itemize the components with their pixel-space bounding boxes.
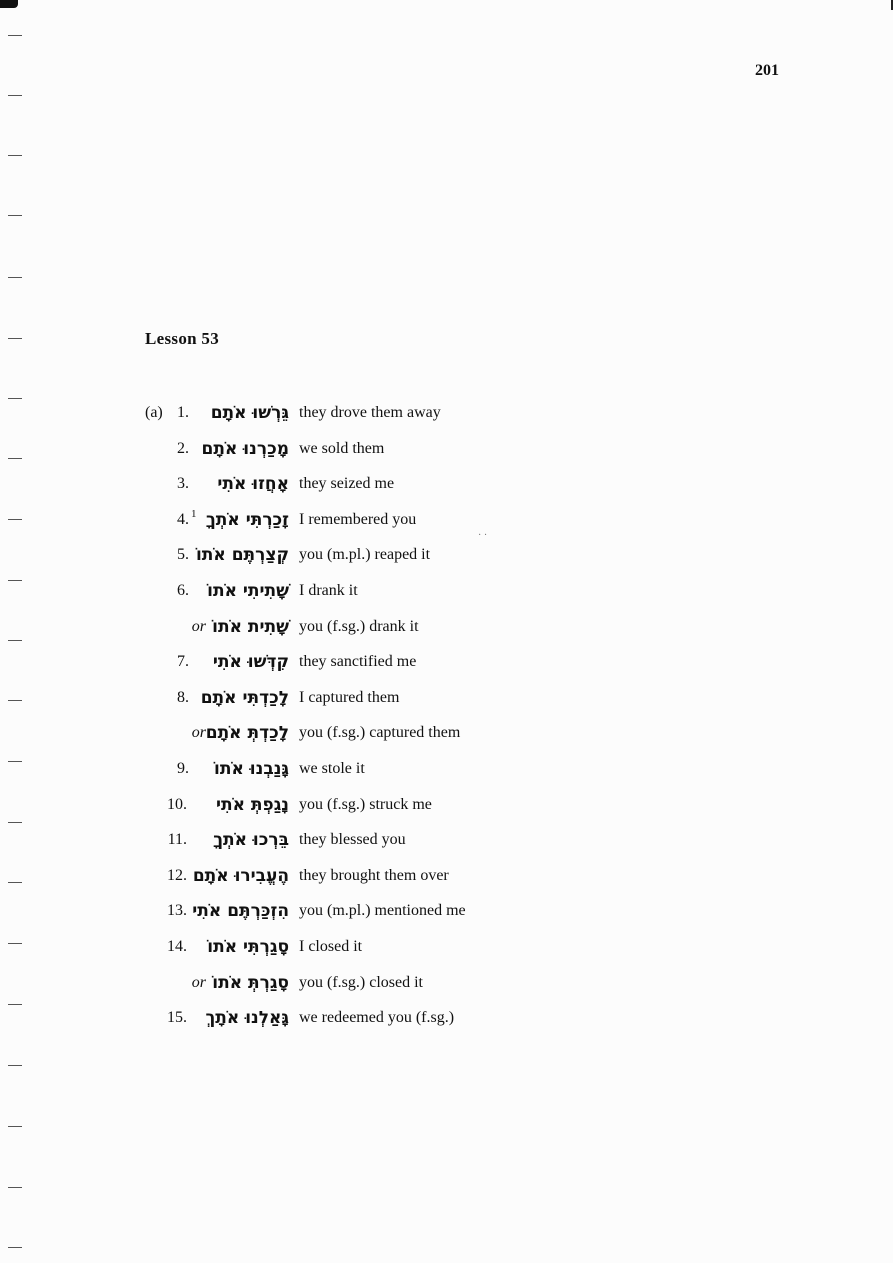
scan-speck: · · [478, 530, 488, 541]
hebrew-phrase: סָגַרְתִּי אֹתוֹ [207, 937, 289, 957]
hebrew-phrase: קְצַרְתֶּם אֹתוֹ [195, 545, 289, 565]
hebrew-phrase: גָּאַלְנוּ אֹתָךְ [205, 1008, 289, 1028]
english-translation: we sold them [299, 440, 385, 457]
english-translation: I closed it [299, 938, 363, 955]
list-item [0, 576, 893, 606]
item-number: 12. [167, 867, 187, 884]
hebrew-phrase: לָכַדְתִּי אֹתָם [200, 688, 289, 708]
item-number: 6. [177, 582, 189, 599]
english-translation: you (f.sg.) closed it [299, 974, 423, 991]
list-item [0, 505, 893, 535]
part-label: (a) [145, 404, 163, 421]
list-item [0, 896, 893, 926]
margin-tick [8, 155, 22, 156]
or-label: or [191, 974, 206, 991]
margin-tick [8, 95, 22, 96]
margin-tick [8, 1187, 22, 1188]
list-item [0, 968, 893, 998]
item-number: 13. [167, 902, 187, 919]
binding-mark [0, 0, 18, 8]
margin-tick [8, 215, 22, 216]
list-item [0, 434, 893, 464]
item-number: 10. [167, 796, 187, 813]
english-translation: you (m.pl.) reaped it [299, 546, 431, 563]
english-translation: I drank it [299, 582, 358, 599]
or-label: or [191, 724, 206, 741]
item-number: 4. [177, 511, 189, 528]
list-item [0, 825, 893, 855]
hebrew-phrase: שָׁתִיתִי אֹתוֹ [207, 581, 289, 601]
margin-tick [8, 1126, 22, 1127]
english-translation: you (m.pl.) mentioned me [299, 902, 466, 919]
margin-tick [8, 1247, 22, 1248]
list-item [0, 861, 893, 891]
english-translation: they sanctified me [299, 653, 417, 670]
list-item [0, 612, 893, 642]
list-item [0, 647, 893, 677]
english-translation: they seized me [299, 475, 395, 492]
item-number: 2. [177, 440, 189, 457]
hebrew-phrase: הִזְכַּרְתֶּם אֹתִי [192, 901, 289, 921]
page-corner-curl [877, 0, 893, 10]
list-item [0, 932, 893, 962]
english-translation: you (f.sg.) drank it [299, 618, 419, 635]
lesson-title: Lesson 53 [145, 329, 220, 348]
english-translation: they blessed you [299, 831, 406, 848]
english-translation: we stole it [299, 760, 365, 777]
english-translation: they brought them over [299, 867, 449, 884]
hebrew-phrase: בֵּרְכוּ אֹתְךָ [213, 830, 289, 850]
list-item [0, 1003, 893, 1033]
item-number: 5. [177, 546, 189, 563]
english-translation: they drove them away [299, 404, 441, 421]
item-number: 8. [177, 689, 189, 706]
margin-tick [8, 277, 22, 278]
margin-tick [8, 338, 22, 339]
hebrew-phrase: זָכַרְתִּי אֹתְךָ [205, 510, 289, 530]
margin-tick [8, 35, 22, 36]
item-number: 11. [167, 831, 187, 848]
english-translation: you (f.sg.) captured them [299, 724, 461, 741]
list-item [0, 754, 893, 784]
hebrew-phrase: נָגַפְתְּ אֹתִי [215, 795, 289, 815]
page-number: 201 [755, 62, 779, 79]
list-item [0, 398, 893, 428]
list-item [0, 540, 893, 570]
english-translation: you (f.sg.) struck me [299, 796, 432, 813]
item-number: 1. [177, 404, 189, 421]
hebrew-phrase: שָׁתִית אֹתוֹ [212, 617, 289, 637]
hebrew-phrase: אָחֲזוּ אֹתִי [217, 474, 289, 494]
english-translation: I remembered you [299, 511, 417, 528]
hebrew-phrase: קִדְּשׁוּ אֹתִי [212, 652, 289, 672]
list-item [0, 469, 893, 499]
english-translation: I captured them [299, 689, 400, 706]
hebrew-phrase: סָגַרְתְּ אֹתוֹ [212, 973, 289, 993]
footnote-mark: 1 [191, 508, 197, 520]
english-translation: we redeemed you (f.sg.) [299, 1009, 455, 1026]
hebrew-phrase: לָכַדְתְּ אֹתָם [205, 723, 289, 743]
hebrew-phrase: מָכַרְנוּ אֹתָם [201, 439, 289, 459]
or-label: or [191, 618, 206, 635]
margin-tick [8, 1065, 22, 1066]
item-number: 15. [167, 1009, 187, 1026]
item-number: 9. [177, 760, 189, 777]
list-item [0, 790, 893, 820]
list-item [0, 683, 893, 713]
list-item [0, 718, 893, 748]
hebrew-phrase: גֵּרְשׁוּ אֹתָם [210, 403, 289, 423]
margin-tick [8, 822, 22, 823]
item-number: 14. [167, 938, 187, 955]
hebrew-phrase: הֶעֱבִירוּ אֹתָם [192, 866, 289, 886]
hebrew-phrase: גָּנַבְנוּ אֹתוֹ [214, 759, 289, 779]
item-number: 3. [177, 475, 189, 492]
item-number: 7. [177, 653, 189, 670]
